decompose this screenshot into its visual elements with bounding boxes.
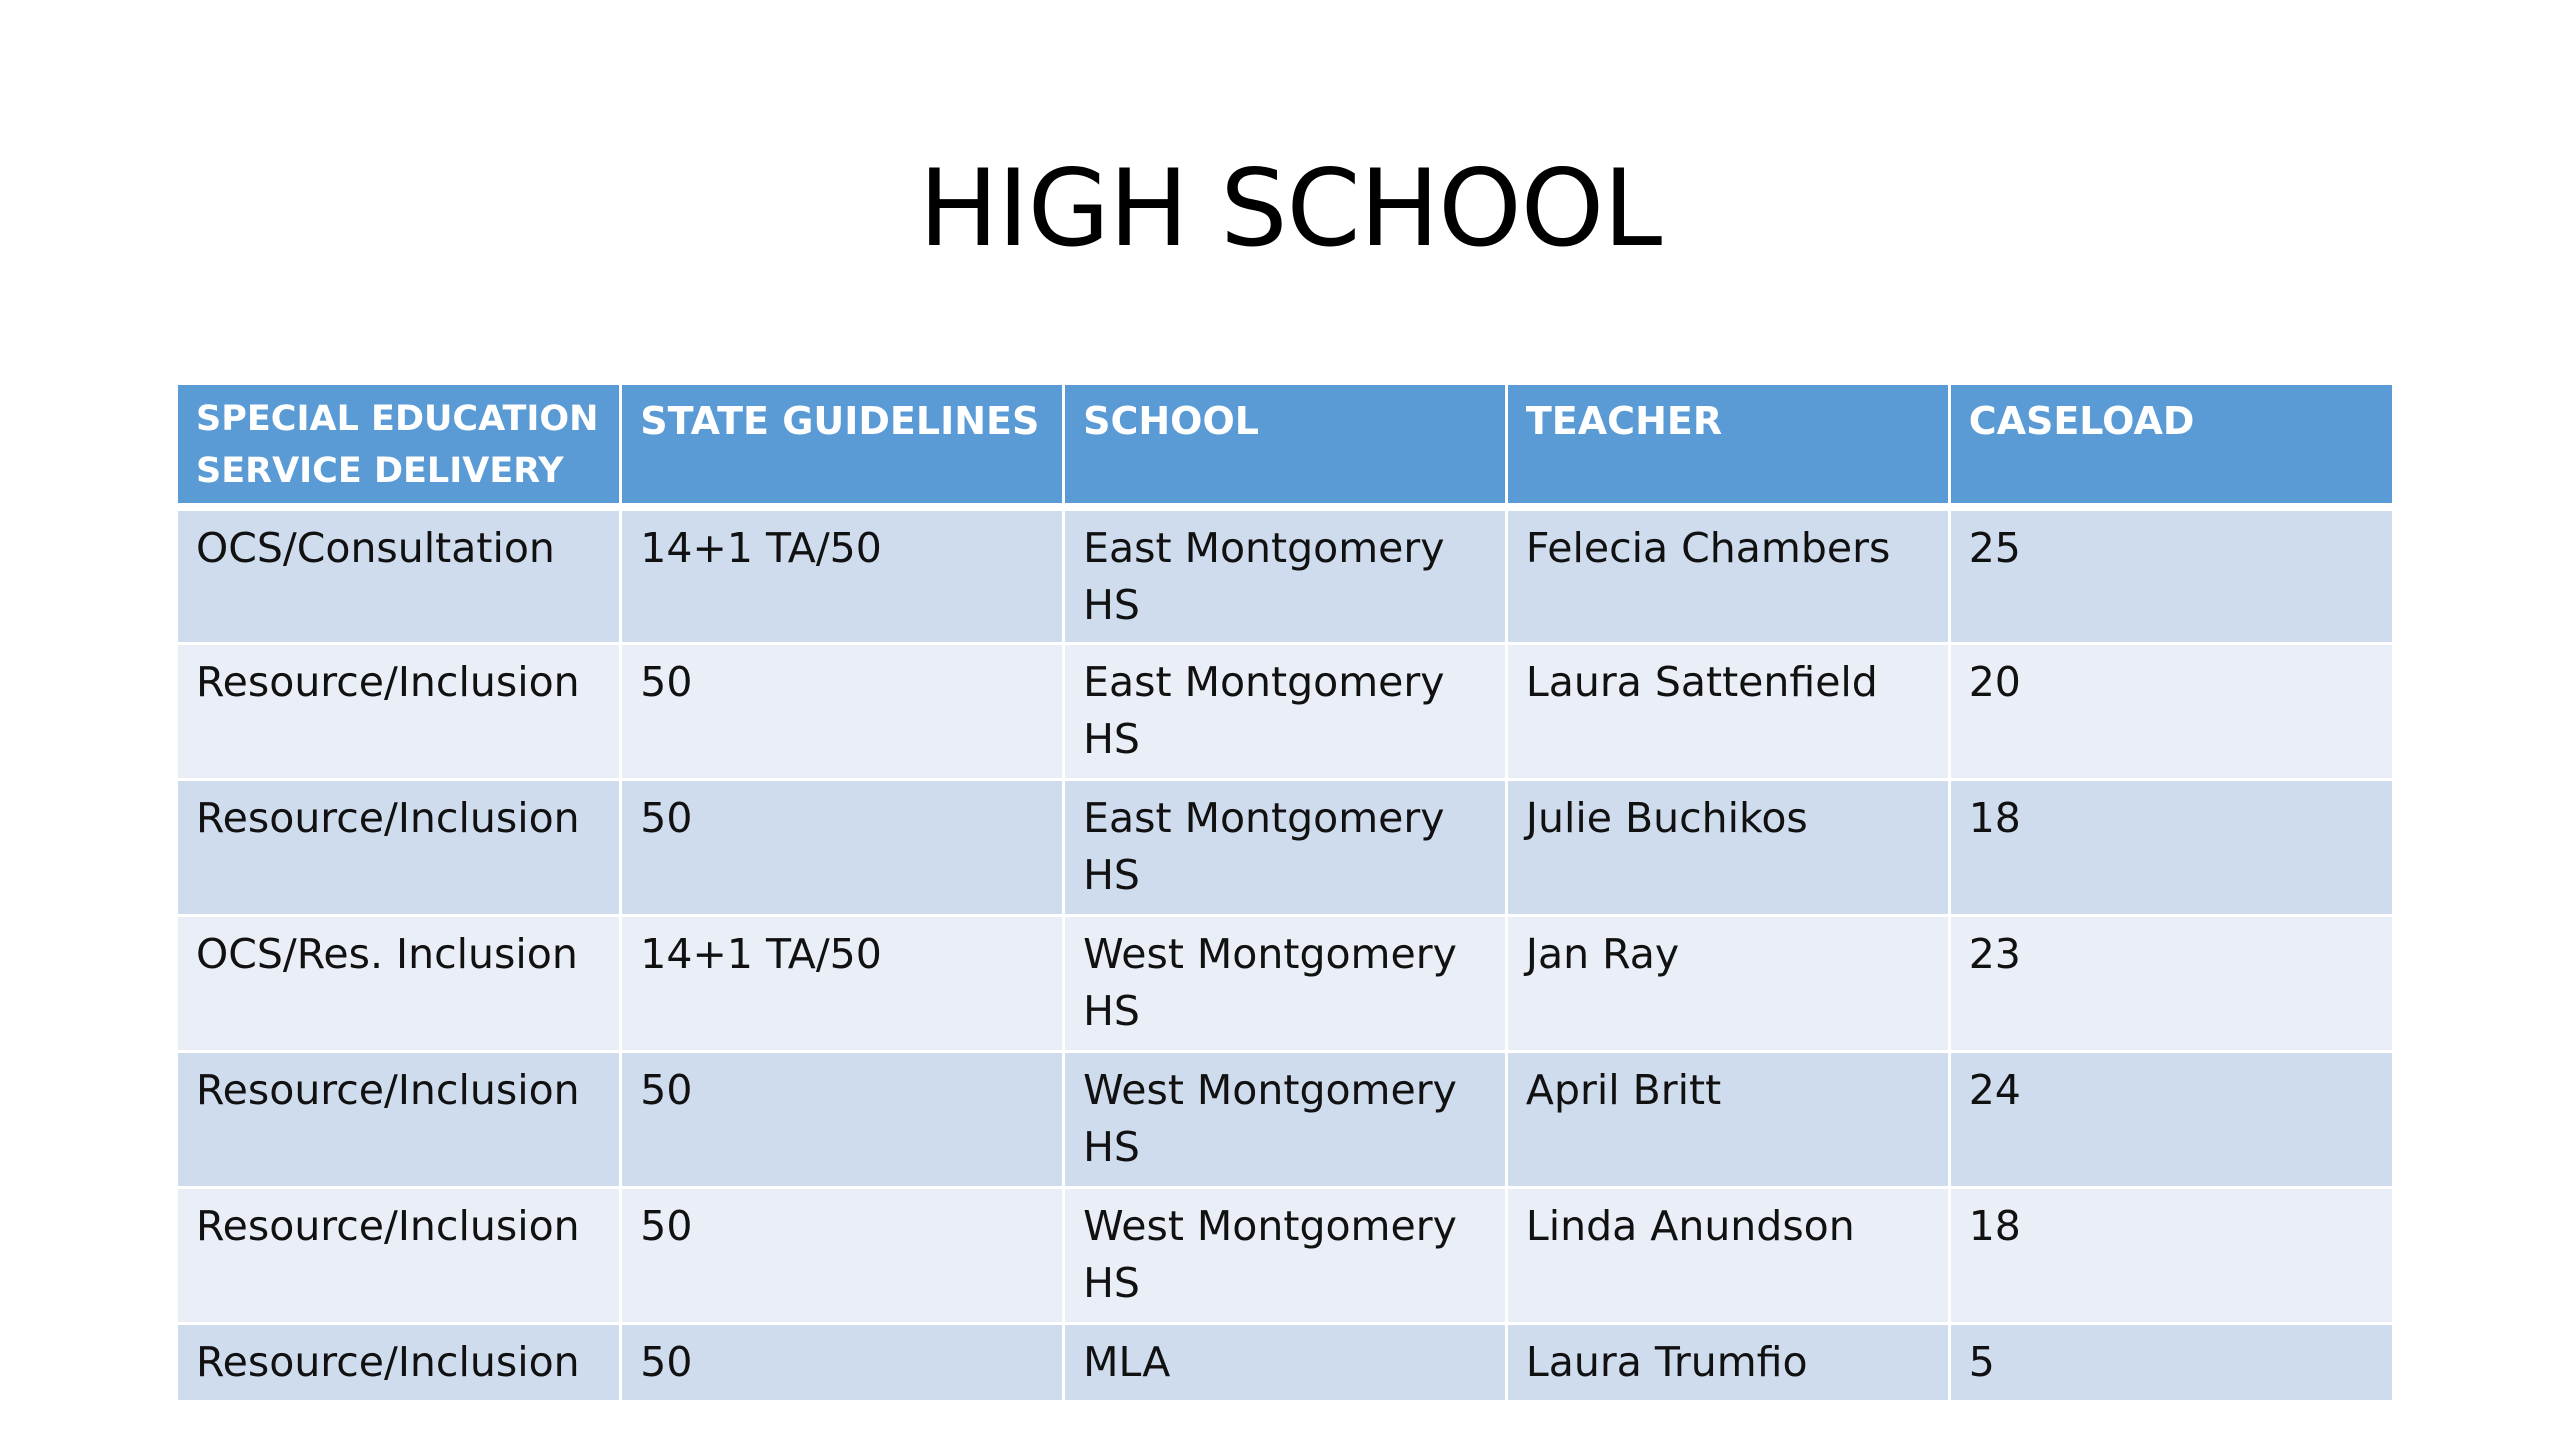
cell-teacher: April Britt <box>1506 1051 1949 1187</box>
table-row <box>178 1051 2392 1187</box>
cell-caseload: 25 <box>1949 507 2392 643</box>
cell-school: West Montgomery HS <box>1064 915 1507 1051</box>
cell-state-guidelines: 14+1 TA/50 <box>621 507 1064 643</box>
header-teacher: TEACHER <box>1506 385 1949 507</box>
table-row <box>178 1187 2392 1323</box>
cell-service-delivery: Resource/Inclusion <box>178 779 621 915</box>
caseload-table <box>178 385 2392 1403</box>
cell-school: West Montgomery HS <box>1064 1051 1507 1187</box>
cell-teacher: Laura Sattenfield <box>1506 643 1949 779</box>
cell-school: East Montgomery HS <box>1064 779 1507 915</box>
table-row <box>178 915 2392 1051</box>
header-state-guidelines: STATE GUIDELINES <box>621 385 1064 507</box>
cell-school: East Montgomery HS <box>1064 643 1507 779</box>
cell-state-guidelines: 50 <box>621 1187 1064 1323</box>
cell-caseload: 18 <box>1949 779 2392 915</box>
cell-caseload: 18 <box>1949 1187 2392 1323</box>
cell-teacher: Linda Anundson <box>1506 1187 1949 1323</box>
cell-school: East Montgomery HS <box>1064 507 1507 643</box>
cell-teacher: Felecia Chambers <box>1506 507 1949 643</box>
cell-caseload: 24 <box>1949 1051 2392 1187</box>
cell-state-guidelines: 14+1 TA/50 <box>621 915 1064 1051</box>
cell-state-guidelines: 50 <box>621 779 1064 915</box>
table-row <box>178 1323 2392 1401</box>
cell-school: West Montgomery HS <box>1064 1187 1507 1323</box>
cell-state-guidelines: 50 <box>621 1051 1064 1187</box>
cell-caseload: 5 <box>1949 1323 2392 1401</box>
table-row <box>178 779 2392 915</box>
cell-state-guidelines: 50 <box>621 643 1064 779</box>
cell-service-delivery: OCS/Consultation <box>178 507 621 643</box>
cell-service-delivery: Resource/Inclusion <box>178 643 621 779</box>
cell-caseload: 23 <box>1949 915 2392 1051</box>
table-row <box>178 507 2392 643</box>
cell-teacher: Jan Ray <box>1506 915 1949 1051</box>
cell-service-delivery: Resource/Inclusion <box>178 1323 621 1401</box>
table-row <box>178 643 2392 779</box>
cell-state-guidelines: 50 <box>621 1323 1064 1401</box>
cell-caseload: 20 <box>1949 643 2392 779</box>
cell-teacher: Laura Trumfio <box>1506 1323 1949 1401</box>
cell-service-delivery: Resource/Inclusion <box>178 1187 621 1323</box>
table-header-row <box>178 385 2392 507</box>
header-school: SCHOOL <box>1064 385 1507 507</box>
slide-title: HIGH SCHOOL <box>918 147 1662 270</box>
cell-teacher: Julie Buchikos <box>1506 779 1949 915</box>
cell-service-delivery: Resource/Inclusion <box>178 1051 621 1187</box>
header-caseload: CASELOAD <box>1949 385 2392 507</box>
cell-service-delivery: OCS/Res. Inclusion <box>178 915 621 1051</box>
cell-school: MLA <box>1064 1323 1507 1401</box>
header-service-delivery: SPECIAL EDUCATION SERVICE DELIVERY <box>178 385 621 507</box>
